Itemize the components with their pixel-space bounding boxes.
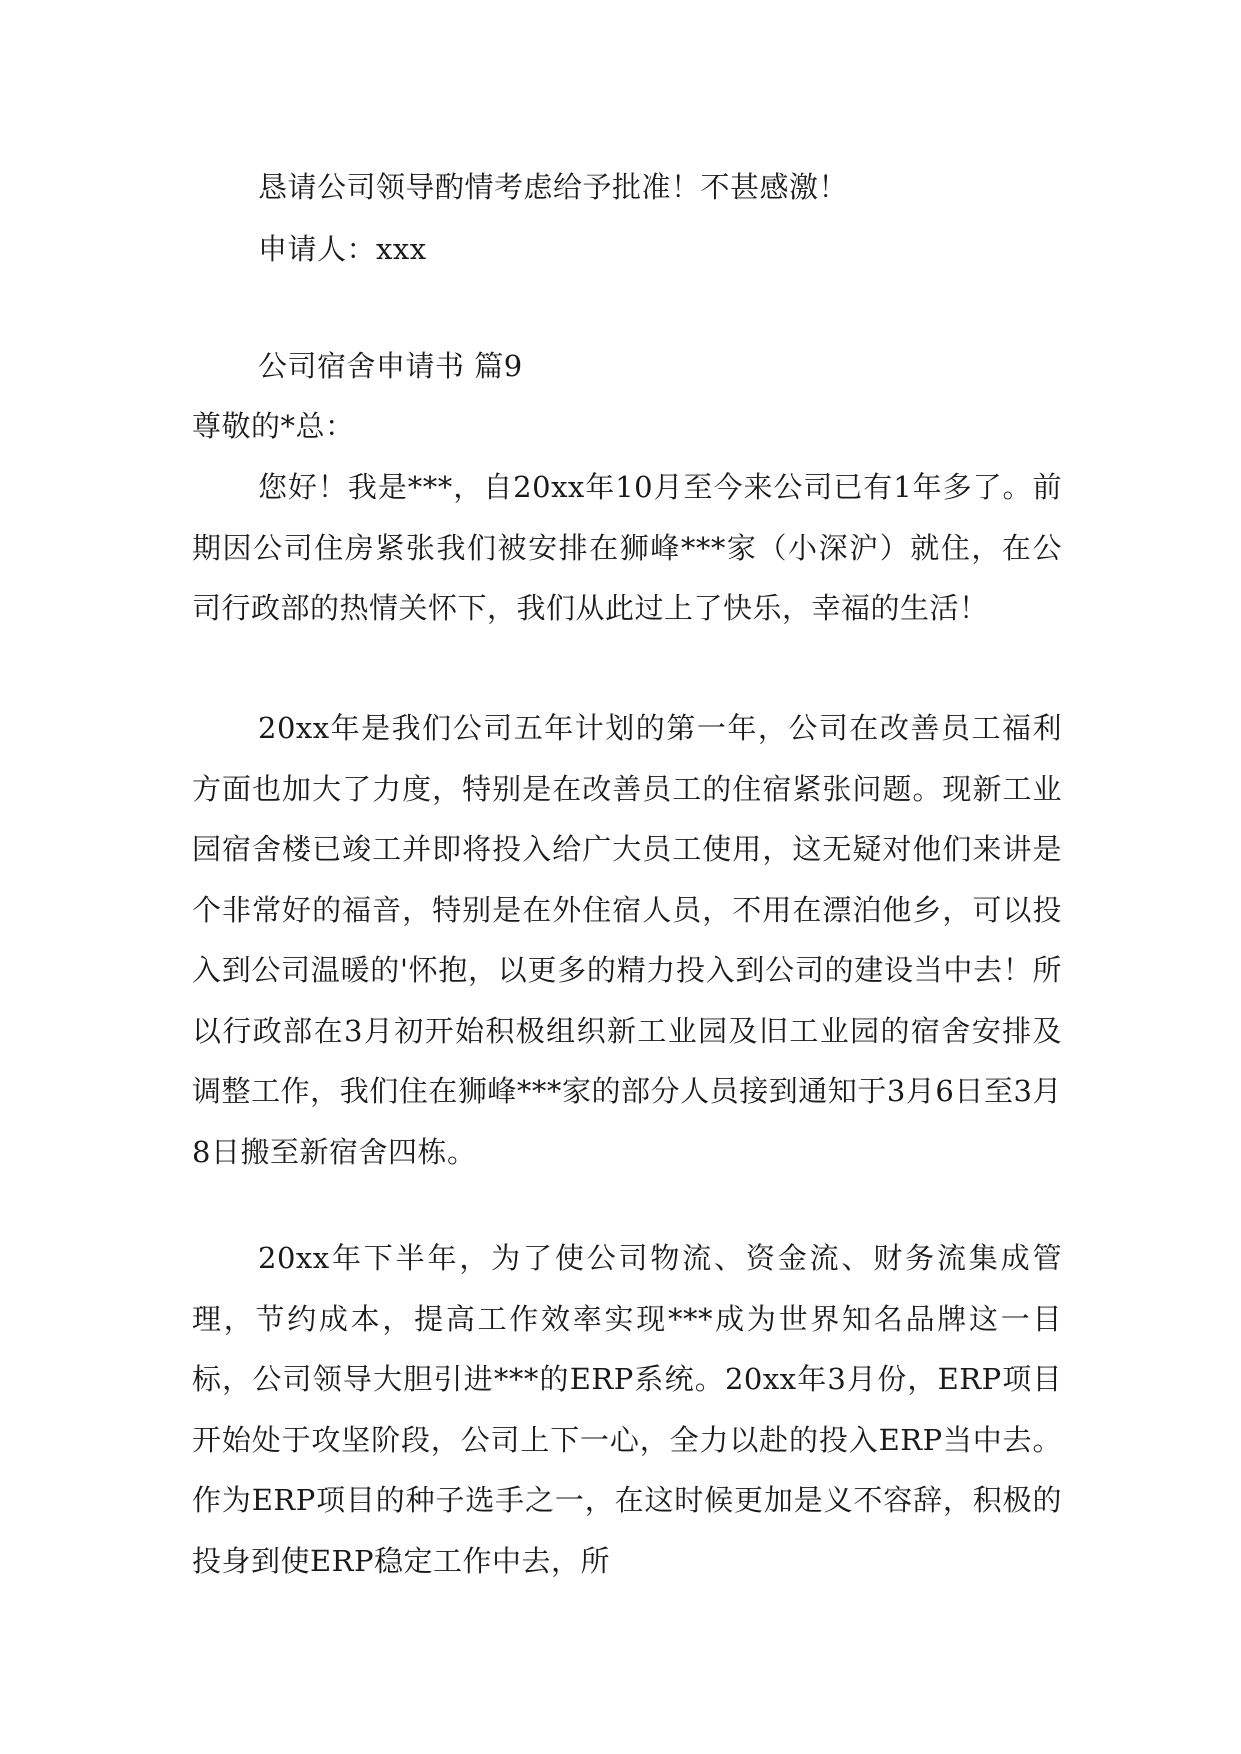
body-paragraph-1: 您好！我是***，自20xx年10月至今来公司已有1年多了。前期因公司住房紧张我们被安排在狮峰***家（小深沪）就住，在公司行政部的热情关怀下，我们从此过上了快乐，幸福的生活！ [192, 470, 1062, 625]
applicant-line: 申请人：xxx [258, 232, 427, 266]
section-title: 公司宿舍申请书 篇9 [258, 349, 523, 383]
body-paragraph-3: 20xx年下半年，为了使公司物流、资金流、财务流集成管理，节约成本，提高工作效率实现***成为世界知名品牌这一目标，公司领导大胆引进***的ERP系统。20xx年3月份，ERP项目开始处于攻坚阶段，公司上下一心，全力以赴的投入ERP当中去。作为ERP项目的种子选手之一，在这时候更加是义不容辞，积极的投身到使ERP稳定工作中去，所 [192, 1241, 1062, 1578]
body-paragraph-2: 20xx年是我们公司五年计划的第一年，公司在改善员工福利方面也加大了力度，特别是在改善员工的住宿紧张问题。现新工业园宿舍楼已竣工并即将投入给广大员工使用，这无疑对他们来讲是个非常好的福音，特别是在外住宿人员，不用在漂泊他乡，可以投入到公司温暖的'怀抱，以更多的精力投入到公司的建设当中去！所以行政部在3月初开始积极组织新工业园及旧工业园的宿舍安排及调整工作，我们住在狮峰***家的部分人员接到通知于3月6日至3月8日搬至新宿舍四栋。 [192, 711, 1062, 1169]
closing-request-line: 恳请公司领导酌情考虑给予批准！不甚感激！ [258, 170, 849, 204]
salutation: 尊敬的*总： [192, 409, 355, 443]
